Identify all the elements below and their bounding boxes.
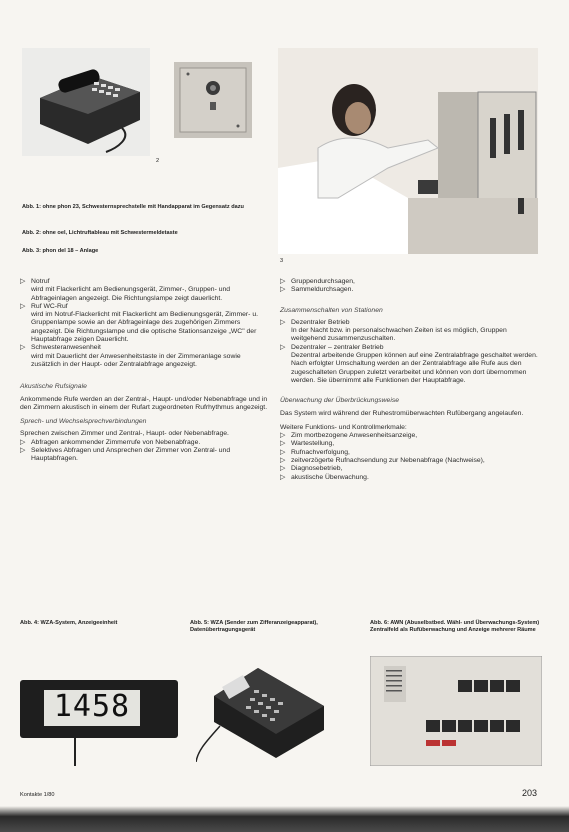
caption-fig4: Abb. 4: WZA-System, Anzeigeeinheit bbox=[20, 620, 118, 626]
right-bullet-2: Wartestellung, bbox=[291, 440, 335, 448]
ueberwachung-text: Das System wird während der Ruhestromüberwachten Rufübergang angelaufen. bbox=[280, 409, 524, 417]
clock-digits: 1458 bbox=[53, 689, 131, 724]
right-bullet-1: Zim mortbezogene Anwesenheitsanzeige, bbox=[291, 432, 418, 440]
right-bullet-4: zeitverzögerte Rufnachsendung zur Nebenabfrage (Nachweise), bbox=[291, 457, 485, 465]
right-top-bullet-2: Sammeldurchsagen. bbox=[291, 286, 354, 294]
right-bullet-6: akustische Überwachung. bbox=[291, 473, 369, 481]
right-top-bullet-1: Gruppendurchsagen, bbox=[291, 278, 355, 285]
sprech-heading: Sprech- und Wechselsprechverbindungen bbox=[20, 418, 147, 426]
akustisch-heading: Akustische Rufsignale bbox=[20, 383, 87, 391]
bullet-icon: ▷ bbox=[20, 438, 26, 446]
bullet-icon: ▷ bbox=[280, 318, 286, 326]
control-panel-photo bbox=[370, 656, 542, 766]
bullet-icon: ▷ bbox=[280, 440, 286, 448]
dezentral-text: In der Nacht bzw. in personalschwachen Zeiten ist es möglich, Gruppen weitgehend zusammenzuschalten. bbox=[291, 327, 507, 343]
dezentral-title: Dezentraler Betrieb bbox=[291, 318, 350, 326]
bullet-icon: ▷ bbox=[280, 457, 286, 465]
schwester-text: wird mit Dauerlicht der Anwesenheitstaste in der Zimmeranlage sowie zusätzlich in der Haupt- oder Zentralabfrage angezeigt. bbox=[31, 352, 241, 368]
caption-fig1: Abb. 1: ohne phon 23, Schwesternsprechstelle mit Handapparat im Gegensatz dazu bbox=[22, 204, 244, 210]
bullet-icon: ▷ bbox=[20, 344, 26, 352]
light-switch-photo bbox=[174, 62, 252, 138]
bullet-icon: ▷ bbox=[280, 286, 286, 294]
bullet-icon: ▷ bbox=[20, 278, 26, 285]
bullet-icon: ▷ bbox=[20, 447, 26, 455]
bullet-icon: ▷ bbox=[20, 302, 26, 310]
bottom-scan-edge bbox=[0, 806, 569, 832]
right-bullet-3: Rufnachverfolgung, bbox=[291, 448, 350, 456]
left-bullet-2: Selektives Abfragen und Ansprechen der Zimmer von Zentral- und Hauptabfragen. bbox=[31, 447, 231, 463]
schwester-title: Schwesteranwesenheit bbox=[31, 344, 101, 352]
rufwc-text: wird im Notruf-Flackerlicht mit Flackerlicht am Bedienungsgerät, Zimmer- u. Gruppenlampe sowie an der Abfrageinlage des zugehörigen Zimmers angezeigt. Die Richtungslampe und die optische Stationsanzeige „WC" der Hauptabfrage zeigen Dauerlicht. bbox=[31, 311, 258, 344]
notruf-text: wird mit Flackerlicht am Bedienungsgerät, Zimmer-, Gruppen- und Abfrageinlagen angezeigt. Die Richtungslampe zeigt dauerlicht. bbox=[31, 286, 231, 302]
caption-fig2: Abb. 2: ohne oel, Lichtruftableau mit Schwestermeldetaste bbox=[22, 230, 178, 236]
bullet-icon: ▷ bbox=[280, 278, 286, 285]
data-device-photo bbox=[196, 646, 332, 762]
umschalten-heading: Zusammenschalten von Stationen bbox=[280, 306, 383, 314]
right-column bbox=[280, 278, 542, 482]
bullet-icon: ▷ bbox=[280, 432, 286, 440]
bullet-icon: ▷ bbox=[280, 448, 286, 456]
footer-left: Kontakte 1/80 bbox=[20, 792, 55, 798]
weitere-text: Weitere Funktions- und Kontrollmerkmale: bbox=[280, 423, 407, 431]
bullet-icon: ▷ bbox=[280, 465, 286, 473]
clock-display-photo bbox=[20, 670, 178, 766]
caption-fig6: Abb. 6: AWN (Abuselbstbed. Wähl- und Überwachungs-System) Zentralfeld als Rufüberwachung und Anzeige mehrerer Räume bbox=[370, 620, 540, 633]
dez-zentral-title: Dezentraler – zentraler Betrieb bbox=[291, 343, 384, 351]
rufwc-title: Ruf WC-Ruf bbox=[31, 302, 68, 310]
ueberwachung-heading: Überwachung der Überbrückungsweise bbox=[280, 397, 400, 405]
left-bullet-1: Abfragen ankommender Zimmerrufe von Nebenabfrage. bbox=[31, 438, 201, 446]
nurse-at-panel-photo bbox=[278, 48, 538, 254]
bullet-icon: ▷ bbox=[280, 473, 286, 481]
telephone-photo bbox=[22, 48, 150, 156]
figure-2-marker: 2 bbox=[156, 158, 160, 164]
notruf-title: Notruf bbox=[31, 278, 50, 285]
right-bullet-5: Diagnosebetrieb, bbox=[291, 465, 343, 473]
akustisch-text: Ankommende Rufe werden an der Zentral-, Haupt- und/oder Nebenabfrage und in den Zimmern akustisch in einem der Rufart zugeordneten Rufrhythmus angezeigt. bbox=[20, 395, 268, 411]
caption-fig3: Abb. 3: phon del 18 – Anlage bbox=[22, 248, 99, 254]
caption-fig5: Abb. 5: WZA (Sender zum Zifferanzeigeapparat), Datenübertragungsgerät bbox=[190, 620, 318, 633]
dez-zentral-text: Dezentral arbeitende Gruppen können auf eine Zentralabfrage geschaltet werden. Nach erfolgter Umschaltung werden an der Zentralabfrage alle Rufe aus den zugeschalteten Gruppen zuletzt verarbeitet und können von dort übernommen werden. Sie übernimmt alle Funktionen der Hauptabfrage. bbox=[291, 352, 538, 384]
sprech-text: Sprechen zwischen Zimmer und Zentral-, Haupt- oder Nebenabfrage. bbox=[20, 430, 229, 438]
left-column bbox=[20, 278, 270, 464]
bullet-icon: ▷ bbox=[280, 343, 286, 351]
page-number: 203 bbox=[522, 788, 538, 798]
figure-3-marker: 3 bbox=[280, 258, 284, 264]
